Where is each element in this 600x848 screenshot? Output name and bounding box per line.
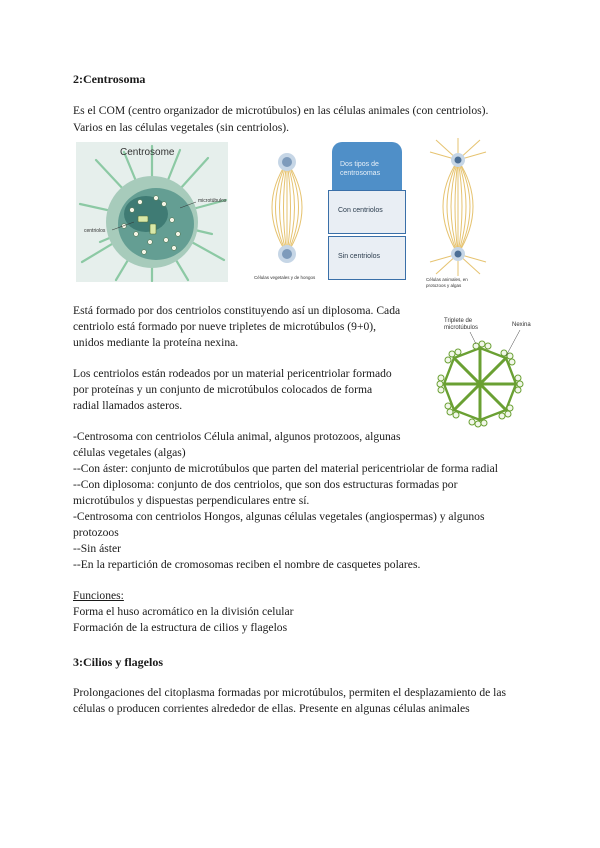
centriole-cross-section bbox=[432, 318, 552, 428]
box-con-centriolos: Con centriolos bbox=[338, 207, 383, 214]
types-line-8: --Sin áster bbox=[73, 542, 121, 555]
types-line-6: -Centrosoma con centriolos Hongos, algunas células vegetales (angiospermas) y algunos bbox=[73, 510, 485, 523]
cilios-line-1: Prolongaciones del citoplasma formadas por microtúbulos, permiten el desplazamiento de las bbox=[73, 686, 507, 699]
box-title-line-1: Dos tipos de bbox=[340, 161, 379, 168]
intro-line-2: Varios en las células vegetales (sin centriolos). bbox=[73, 121, 290, 134]
caption-vegetales: Células vegetales y de hongos bbox=[254, 275, 316, 280]
label-triplete-line-2: microtúbulos bbox=[444, 325, 479, 331]
caption-animales-line-1: Células animales, en bbox=[426, 277, 468, 282]
label-microtubulos: microtúbulos bbox=[198, 198, 227, 204]
label-nexina: Nexina bbox=[512, 322, 531, 328]
plant-spindle-illustration bbox=[252, 142, 322, 282]
types-line-2: células vegetales (algas) bbox=[73, 446, 186, 459]
section-heading-centrosoma: 2:Centrosoma bbox=[73, 72, 146, 86]
label-triplete-line-1: Triplete de bbox=[444, 318, 473, 324]
diplosoma-line-3: unidos mediante la proteína nexina. bbox=[73, 336, 239, 349]
centrosome-title: Centrosome bbox=[120, 147, 175, 158]
caption-animales-line-2: protozoos y algas bbox=[426, 283, 462, 288]
funcion-item-2: Formación de la estructura de cilios y flagelos bbox=[73, 621, 288, 634]
diplosoma-line-2: centriolo está formado por nueve tripletes de microtúbulos (9+0), bbox=[73, 320, 377, 333]
centrosome-types-diagram bbox=[328, 142, 406, 282]
box-sin-centriolos: Sin centriolos bbox=[338, 253, 381, 260]
funciones-title: Funciones: bbox=[73, 589, 124, 602]
centrosome-illustration bbox=[76, 142, 228, 282]
diplosoma-line-1: Está formado por dos centriolos constituyendo así un diplosoma. Cada bbox=[73, 304, 401, 317]
cilios-line-2: células o producen corrientes alrededor de ellas. Presente en algunas células animales bbox=[73, 702, 470, 715]
section-heading-cilios: 3:Cilios y flagelos bbox=[73, 655, 163, 669]
types-line-4: --Con diplosoma: conjunto de dos centriolos, que son dos estructuras formadas por bbox=[73, 478, 458, 491]
asteros-line-3: radial llamados asteros. bbox=[73, 399, 183, 412]
intro-line-1: Es el COM (centro organizador de microtúbulos) en las células animales (con centriolos). bbox=[73, 104, 489, 117]
asteros-line-2: por proteínas y un conjunto de microtúbulos colocados de forma bbox=[73, 383, 373, 396]
types-line-1: -Centrosoma con centriolos Célula animal, algunos protozoos, algunas bbox=[73, 430, 401, 443]
asteros-line-1: Los centriolos están rodeados por un material pericentriolar formado bbox=[73, 367, 392, 380]
types-line-5: microtúbulos y dispuestas perpendiculares entre sí. bbox=[73, 494, 310, 507]
animal-spindle-illustration bbox=[422, 136, 494, 296]
types-line-7: protozoos bbox=[73, 526, 119, 539]
label-centriolos: centriolos bbox=[84, 228, 106, 234]
types-line-3: --Con áster: conjunto de microtúbulos que parten del material pericentriolar de forma radial bbox=[73, 462, 498, 475]
funcion-item-1: Forma el huso acromático en la división celular bbox=[73, 605, 294, 618]
types-line-9: --En la repartición de cromosomas reciben el nombre de casquetes polares. bbox=[73, 558, 421, 571]
box-title-line-2: centrosomas bbox=[340, 170, 381, 177]
